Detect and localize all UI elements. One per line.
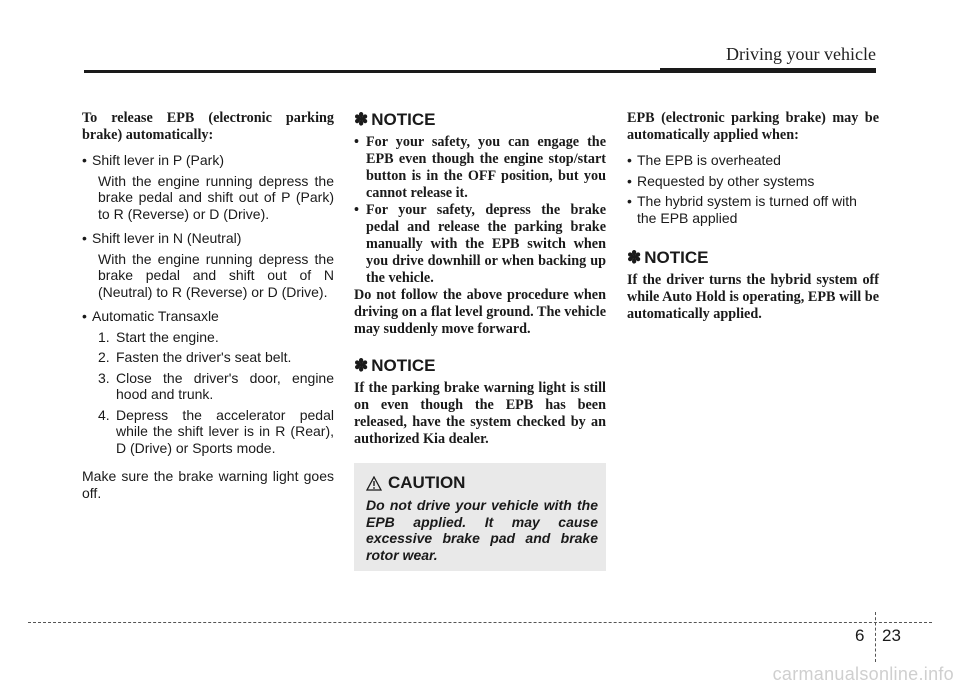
bullet-icon: •	[354, 202, 359, 218]
header-title: Driving your vehicle	[726, 44, 876, 64]
warning-triangle-icon	[366, 476, 382, 491]
caution-heading: CAUTION	[366, 473, 465, 493]
bullet-icon: •	[627, 193, 632, 209]
notice-paragraph: If the parking brake warning light is still on even though the EPB has been released, have the system checked by an authorized Kia dealer.	[354, 380, 606, 447]
footer-divider	[875, 612, 876, 662]
column-right	[627, 110, 879, 331]
chapter-number: 6	[855, 626, 865, 645]
notice-heading: ✽ NOTICE	[354, 110, 436, 129]
header-rule	[84, 70, 876, 73]
bullet-desc: With the engine running depress the brake pedal and shift out of P (Park) to R (Reverse) or D (Drive).	[98, 172, 334, 222]
bullet-icon: •	[627, 172, 632, 189]
list-item: • Automatic Transaxle	[82, 308, 219, 324]
bullet-icon: •	[82, 230, 87, 246]
step-item: 2. Fasten the driver's seat belt.	[98, 349, 292, 365]
notice-heading: ✽ NOTICE	[627, 248, 709, 267]
list-item: • For your safety, you can engage the EPB even though the engine stop/start button is in the OFF position, but you cannot release it.	[354, 134, 606, 201]
notice-paragraph: If the driver turns the hybrid system off while Auto Hold is operating, EPB will be automatically applied.	[627, 272, 879, 322]
caution-text: Do not drive your vehicle with the EPB applied. It may cause excessive brake pad and brake rotor wear.	[366, 497, 598, 563]
list-item: • Requested by other systems	[627, 172, 815, 189]
notice-paragraph: Do not follow the above procedure when driving on a flat level ground. The vehicle may suddenly move forward.	[354, 287, 606, 337]
page-number: 23	[882, 626, 901, 645]
notice-star-icon: ✽	[627, 248, 642, 267]
closing-text: Make sure the brake warning light goes off.	[82, 468, 334, 501]
watermark-text: carmanualsonline.info	[772, 664, 954, 684]
step-item: 3. Close the driver's door, engine hood and trunk.	[98, 369, 334, 402]
list-item: • Shift lever in N (Neutral)	[82, 230, 242, 246]
release-heading: To release EPB (electronic parking brake) automatically:	[82, 110, 334, 143]
step-item: 1. Start the engine.	[98, 328, 219, 345]
list-item: • The EPB is overheated	[627, 152, 781, 168]
auto-apply-heading: EPB (electronic parking brake) may be automatically applied when:	[627, 110, 879, 143]
list-item: • The hybrid system is turned off with the EPB applied	[627, 193, 857, 226]
bullet-icon: •	[354, 134, 359, 150]
bullet-icon: •	[82, 152, 87, 168]
column-middle	[354, 110, 606, 456]
notice-star-icon: ✽	[354, 356, 369, 375]
list-item: • For your safety, depress the brake pedal and release the parking brake manually with the EPB switch when you drive downhill or when backing up the vehicle.	[354, 202, 606, 286]
bullet-icon: •	[82, 308, 87, 324]
list-item: • Shift lever in P (Park)	[82, 152, 225, 168]
notice-heading: ✽ NOTICE	[354, 356, 436, 375]
footer-rule	[28, 622, 932, 623]
column-left	[82, 110, 334, 501]
notice-star-icon: ✽	[354, 110, 369, 129]
bullet-icon: •	[627, 152, 632, 168]
bullet-desc: With the engine running depress the brake pedal and shift out of N (Neutral) to R (Reverse) or D (Drive).	[98, 250, 334, 300]
caution-box	[354, 463, 606, 571]
step-item: 4. Depress the accelerator pedal while the shift lever is in R (Rear), D (Drive) or Sports mode.	[98, 406, 334, 456]
